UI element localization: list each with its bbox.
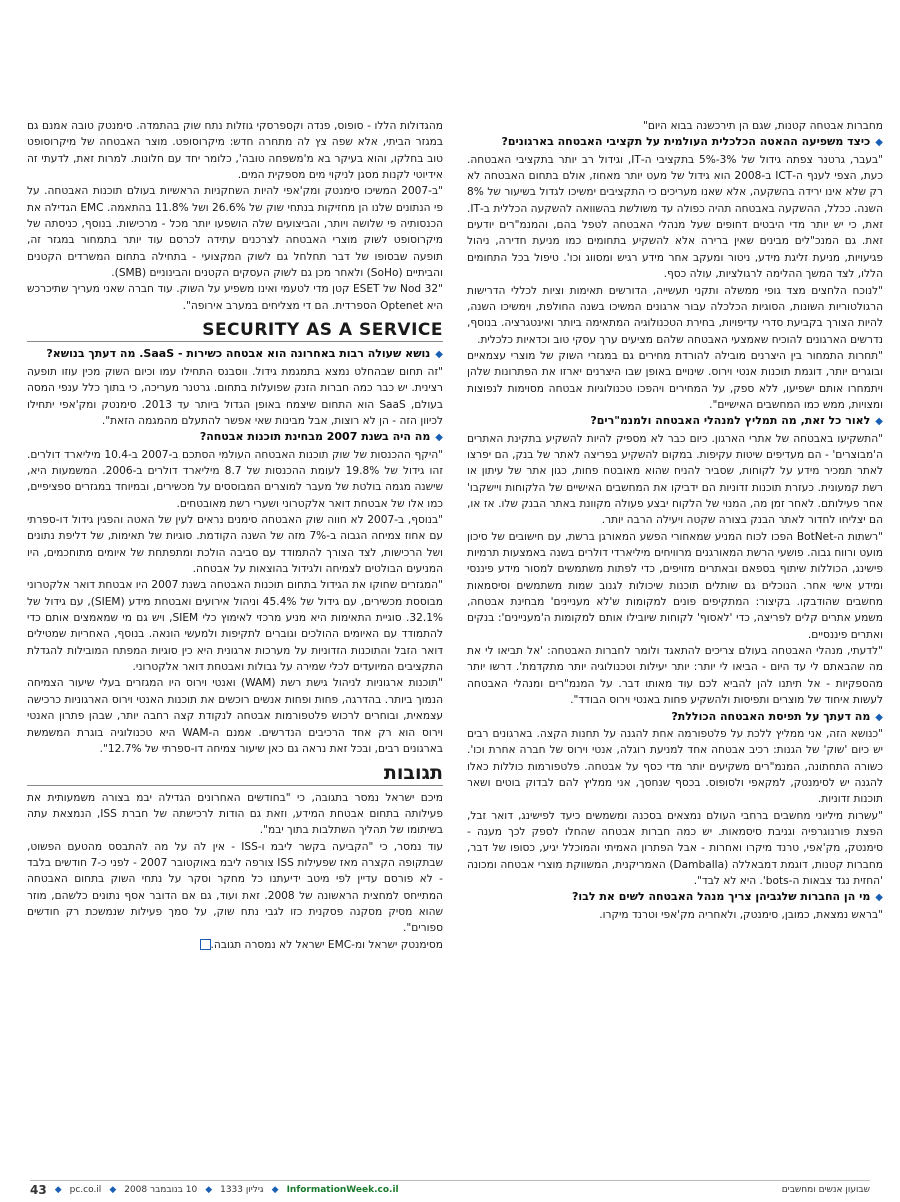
paragraph-text: "ב-2007 המשיכו סימנטק ומק'אפי להיות השחקניות הראשיות בעולם תוכנות האבטחה. על פי הנתונים שלנו הן מחזיקות בנתחי שוק של 26.6% ושל 11.8% בהתאמה. EMC הגדילה את הכנסותיה פי שלושה ויותר, והביצועים שלה הושפעו יותר מכל - מרכישות. בנוסף, כניסתה של מיקרוסופט לשוק מוצרי האבטחה לצרכנים עתידה לכרסם עוד יותר בתמחור במגזר זה, תופעה שבסופו של דבר תחלחל גם לשוק המקצועי - בתחילה בתחום המשרדים הקטנים והביתיים (SoHo) ולאחר מכן גם לשוק העסקים הקטנים והבינוניים (SMB).	[27, 185, 443, 280]
body-paragraph	[27, 937, 443, 953]
paragraph-text: מחברות אבטחה קטנות, שגם הן תירכשנה בבוא היום"	[643, 120, 883, 132]
question-heading	[467, 709, 883, 726]
paragraph-text: "לנוכח הלחצים מצד גופי ממשלה ותקני תעשייה, הדורשים תאימות וציות לכללי הדרישות הרגולטוריות השונות, הסוגיות הכלכלה עבור ארגונים המשיכו בשנה החולפת, וימשיכו השנה, להיות הצורך בקביעת סדרי עדיפויות, בחירת הטכנולוגיה המתאימה ביותר ואינטגרציה. בנוסף, נדרשים הארגונים להוכיח שאמצעי האבטחה שלהם מציעים ערך עסקי טוב וכדאיות כלכלית.	[467, 284, 883, 346]
body-paragraph	[467, 283, 883, 348]
right-column	[467, 118, 883, 1163]
publication-name: שבועון אנשים ומחשבים	[781, 1185, 870, 1195]
paragraph-text: "המגזרים שחוקו את הגידול בתחום תוכנות האבטחה בשנת 2007 היו אבטחת דואר אלקטרוני מבוססת מכשירים, עם גידול של 45.4% וניהול אירועים ואבטחת מידע (SIEM), עם גידול של 32.1%. סוגיית התאימות היא מניע מרכזי לאימוץ כלי SIEM, ויש גם מי שמאמצים אותם כדי להתמודד עם האיומים ההולכים וגוברים לתקיפות ולמעשי הונאה. בנוסף, האחריות שמטילים דואר הזבל והתוכנות הזדוניות על מערכות ארגונית היא כין סוגיות המפתח המובילות להגדלת התקציבים המיועדים לכלי שמירה על גבולות ואבטחת דואר אלקטרוני.	[27, 579, 443, 674]
question-text: מה היה בשנת 2007 מבחינת תוכנות אבטחה?	[199, 430, 431, 444]
body-paragraph	[467, 348, 883, 413]
body-paragraph	[467, 118, 883, 134]
body-paragraph	[467, 808, 883, 890]
end-of-article-icon	[200, 939, 211, 950]
paragraph-text: "תוכנות ארגוניות לניהול גישת רשת (WAM) ואנטי וירוס היו המגזרים בעלי שיעור הצמיחה הנמוך ביותר. בהדרגה, פחות ופחות אנשים רוכשים את תוכנות האנטי וירוס הארגוניות כרכישה עצמאית, ובוחרים לרכוש פלטפורמות אבטחה לנקודת קצה רחבה יותר, שבהן פתרון האנטי וירוס הוא רק אחד הרכיבים הנדרשים. אמנם ה-WAM היא טכנולוגיה בוגרת המשמשת בארגונים רבים, ובכל זאת נראה גם כאן שיעור צמיחה דו-ספרתי של 12.7%".	[27, 677, 443, 755]
paragraph-text: "בראש נמצאת, כמובן, סימנטק, ולאחריה מק'אפי וטרנד מיקרו.	[599, 908, 883, 921]
body-paragraph	[467, 643, 883, 708]
diamond-bullet-icon: ◆	[435, 349, 443, 361]
body-paragraph	[27, 281, 443, 314]
body-paragraph	[27, 118, 443, 183]
question-heading	[467, 413, 883, 430]
diamond-icon: ◆	[109, 1185, 117, 1195]
question-heading	[467, 134, 883, 151]
section-heading: SECURITY AS A SERVICE	[27, 322, 443, 342]
paragraph-text: "תחרות התמחור בין היצרנים מובילה להורדת מחירים גם במגזרי השוק של מוצרי עצמאיים ובוגרים יותר, דוגמת תוכנות אנטי וירוס. שינויים באופן שבו היצרנים יארזו את הפתרונות שלהן ויתמחרו אותם ישפיעו, ללא ספק, על המחירים ויהפכו טכנולוגיות אבטחה מסוימות לנפוצות ומצויות, ממש כמו המחשבים האישיים".	[467, 349, 883, 411]
paragraph-text: "לדעתי, מנהלי האבטחה בעולם צריכים להתאגד ולומר לחברות האבטחה: 'אל תביאו לי את מה שהבאתם לי עד היום - הביאו לי יותר: יותר יעילות וטכנולוגיה יותר מתקדמת'. דרשו יותר מהספקיות - אל תיתנו להן להביא לכם עוד מאותו דבר. על המנמ"רים ומנהלי האבטחה לעשות איחוד של מוצרים ותפיסות ולהשקיע פחות באנטי וירוס הבודד".	[467, 645, 883, 707]
question-text: כיצד משפיעה ההאטה הכלכלית העולמית על תקציבי האבטחה בארגונים?	[501, 135, 871, 149]
paragraph-text: "בנוסף, ב-2007 לא חווה שוק האבטחה סימנים נראים לעין של האטה והפגין גידול דו-ספרתי עם אחוז צמיחה הגבוה ב-7% מזה של השנה הקודמת. סוגיות של תאימות, של דליפת נתונים ושל הרכישות, לצד הצורך להתמודד עם סביבה הולכת ומתפתחת של איומים מתוחכמים, היו המניעים הבולטים לצמיחה ולגידול בהוצאות על אבטחה.	[27, 514, 443, 576]
diamond-icon: ◆	[54, 1185, 62, 1195]
body-paragraph	[27, 447, 443, 512]
diamond-bullet-icon: ◆	[875, 416, 883, 428]
paragraph-text: מהגדולות הללו - סופוס, פנדה וקספרסקי גוזלות נתח שוק בהתמדה. סימנטק טובה אמנם גם במגזר הביתי, אלא שפה צץ לה מתחרה חדש: מיקרוסופט. מוצר האבטחה של מיקרוסופט טוב בחלקו, והוא בעיקר בא מ'משפחה טובה', כלומר יחד עם חלונות. למרות זאת, לדעתי זה אידיוטי לקנות מסגן לניקוי מים מספקית המים.	[27, 120, 443, 182]
page-number: 43	[30, 1183, 47, 1197]
diamond-icon: ◆	[205, 1185, 213, 1195]
body-paragraph	[27, 839, 443, 937]
diamond-icon: ◆	[271, 1185, 279, 1195]
question-heading	[27, 429, 443, 446]
paragraph-text: "רשתות ה-BotNet הפכו לכוח המניע שמאחורי הפשע המאורגן ברשת, עם חישובים של סיכון מועט ורווח גבוה. פושעי הרשת המאורגנים מרוויחים מיליארדי דולרים בשנה באמצעות תרמיות פישינג, הכוללות שיתוף בספאם ובאתרים מזויפים, כדי לפתות משתמשים למסור מידע פיננסי ומידע אישי אחר. הנוכלים גם שותלים תוכנות שיכולות לגנוב שמות משתמשים וסיסמאות מחשבים שהודבקו. בקיצור: המתקיפים פונים למקומות ש'לא מעניינים' מבחינת אבטחה, משמע אתרים קלים לפריצה, כדי 'לאסוף' לקוחות שיובילו אותם למקומות ה'מעניינים': בנקים ואתרים פיננסיים.	[467, 530, 883, 641]
question-heading	[27, 346, 443, 363]
diamond-bullet-icon: ◆	[875, 892, 883, 904]
section-heading: תגובות	[27, 765, 443, 785]
body-paragraph	[467, 152, 883, 283]
page-footer	[30, 1180, 870, 1197]
body-paragraph	[27, 790, 443, 839]
body-paragraph	[467, 726, 883, 808]
site-url: pc.co.il	[69, 1185, 102, 1195]
body-paragraph	[27, 512, 443, 577]
paragraph-text: "היקף ההכנסות של שוק תוכנות האבטחה העולמי הסתכם ב-2007 ב-10.4 מיליארד דולרים. זהו גידול של 19.8% לעומת ההכנסות של 8.7 מיליארד דולרים ב-2006. המשמעות היא, שישנה מגמה בולטת של מעבר למוצרים המבוססים על מכשירים, ובמיוחד במגזרים ספציפיים, כמו אלו של אבטחת דואר אלקטרוני ושערי רשת מאובטחים.	[27, 448, 443, 510]
paragraph-text: "Nod 32 של ESET קטן מדי לטעמי ואינו משפיע על השוק. עוד חברה שאני מעריך שתיכרכש היא Optenet הספרדית. הם די מצליחים במערב אירופה".	[27, 283, 443, 312]
paragraph-text: "זה תחום שבהחלט נמצא בתמגמת גידול. ווסבנס התחילו עמו וכיום השוק מכין עוזו תופעה רצינית. יש כבר כמה חברות הזנק שפועלות בתחום. גרטנר מעריכה, כי בתוך כלל ענפי המסה בעולם, SaaS הוא התחום שיצמח באופן הגדול ביותר עד 2013. סימנטק ומק'אפי יתחילו לכיוון הזה - הן לא רוצות, אבל מבינות שאי אפשר להתעלם מהמגמה הזאת".	[27, 365, 443, 427]
paragraph-text: "עשרות מיליוני מחשבים ברחבי העולם נמצאים בסכנה ומשמשים כיעד לפישינג, דואר זבל, הפצת פורנוגרפיה וגניבת סיסמאות. יש כמה חברות אבטחה שהחלו לספק לכך מענה - סימנטק, מק'אפי, טרנד מיקרו ואחרות - אבל הפתרון האמיתי והמוכלל יגיע, כסופו של דבר, מחברות קטנות, דוגמת דמבאללה (Damballa) האמריקנית, המשווקת מוצרי אבטחה ומכונה 'החזית נגד צבאות ה-bots'. היא לא לבד".	[467, 809, 883, 887]
body-paragraph	[467, 529, 883, 643]
body-paragraph	[27, 577, 443, 675]
diamond-bullet-icon: ◆	[875, 137, 883, 149]
paragraph-text: מסימנטק ישראל ומ-EMC ישראל לא נמסרה תגובה.	[210, 938, 443, 951]
issue-date: 10 בנובמבר 2008	[124, 1185, 198, 1195]
paragraph-text: "התשקיעו באבטחה של אתרי הארגון. כיום כבר לא מספיק להיות להשקיע בתקינת האתרים ה'מבוצרים' - הם מעדיפים שיטות עקיפות. במקום להשקיע בפריצה לאתר של בנק, הם יפרצו לאתר תמכיר מידע על לקוחות, שסביר להניח שהוא מאובטח פחות, כגון אתר של עיתון או רשת קמעונית. כעזרת תוכנות זדוניות הם ידביקו את המחשבים האישיים של הלקוחות ויישקבו' אחר פעילותם. לאחר זמן מה, המנוי של הלקוח יבצע פעולה מקוונת באתר הבנק שלו. אז או, הם יצליחו לחדור לאתר הבנק בצורה שקטה ויעילה הרבה יותר.	[467, 432, 883, 527]
question-heading	[467, 889, 883, 906]
paragraph-text: "כנושא הזה, אני ממליץ ללכת על פלטפורמה אחת להגנה על תחנות הקצה. בארגונים רבים יש כיום 'שוק' של הגנות: רכיב אבטחה אחד למניעת רוגלה, אנטי וירוס של חברה אחרת וכו'. כשורה התחתונה, המנמ"רים משקיעים יותר מדי כסף על אבטחה. פלטפורמות כוללות כאלו להגנה יש לסימנטק, למקאפי ולסופוס. בכסף שנחסך, אני ממליץ להם לבדוק בוטים ושאר תוכנות זדוניות.	[467, 727, 883, 806]
left-column	[27, 118, 443, 1063]
paragraph-text: עוד נמסר, כי "הקביעה בקשר ליבמ ו-ISS - אין לה על מה להתבסס מהטעם הפשוט, שבתקופה הקצרה מאז שפעילות ISS צורפה ליבמ באוקטובר 2007 - לפני כ-7 חודשים בלבד - לא פורסם עדיין לפי מיטב ידיעתנו כל מחקר וסקר על נתחי השוק בתחום האבטחה המתייחס למחצית הראשונה של 2008. זאת ועוד, גם אם הדובר אסף נתונים כלשהם, מוזר שהוא מסיק מסקנה פסקנית כזו לגבי נתח שוק, על סמך פעילות שנמשכת רק חודשים ספורים".	[27, 840, 443, 935]
body-paragraph	[27, 183, 443, 281]
paragraph-text: מיכם ישראל נמסר בתגובה, כי "בחודשים האחרונים הגדילה יבמ בצורה משמעותית את פעילותה בתחום אבטחת המידע, וזאת גם הודות לרכישתה של חברת ISS, הנמצאת עתה בשיתומו של תהליך השתלבות בתוך יבמ".	[27, 791, 443, 837]
question-text: מה דעתך על תפיסת האבטחה הכוללת?	[671, 709, 871, 723]
paragraph-text: "בעבר, גרטנר צפתה גידול של 3%-5% בתקציבי ה-IT, וגידול רב יותר בתקציבי האבטחה. כעת, הצפי לענף ה-ICT ב-2008 הוא גידול של מעט יותר מאחוז, אולם בתחום האבטחה לא רק שלא אינו ירידה בהשקעה, אלא שאנו מעריכים כי התקציבים ימשיכו לגדול בשיעור של 8% השנה. ככלל, ההשקעה באבטחה תהיה כפולה עד משולשת בהשוואה להשקעה הכללית ב-IT. זאת, כי יש יותר מדי היבטים דחופים שעל מנהלי האבטחה לטפל בהם, והמנמ"רים יודעים זאת. גם המנכ"לים מבינים שאין ברירה אלא להשקיע בתחומים כמו מניעת חדירה, ניהול פגיעויות, מניעת זליגת מידע, ניטור ומעקב אחר מידע רגיש ומסווג וכו'. טיפול בכל התחומים הללו, לצד המשך ההלימה לרגולציות, עולה כסף.	[467, 153, 883, 281]
footer-left	[30, 1183, 399, 1197]
diamond-bullet-icon: ◆	[435, 432, 443, 444]
issue-number: גיליון 1333	[220, 1185, 264, 1195]
body-paragraph	[27, 675, 443, 757]
brand-url: InformationWeek.co.il	[286, 1185, 399, 1195]
question-text: לאור כל זאת, מה תמליץ למנהלי האבטחה ולמנמ"רים?	[590, 414, 871, 428]
question-text: מי הן החברות שלגביהן צריך מנהל האבטחה לשים את לבו?	[572, 890, 871, 904]
question-text: נושא שעולה רבות באחרונה הוא אבטחה כשירות - SaaS. מה דעתך בנושא?	[46, 347, 431, 361]
body-paragraph	[27, 364, 443, 429]
diamond-bullet-icon: ◆	[875, 711, 883, 723]
body-paragraph	[467, 431, 883, 529]
body-paragraph	[467, 907, 883, 923]
